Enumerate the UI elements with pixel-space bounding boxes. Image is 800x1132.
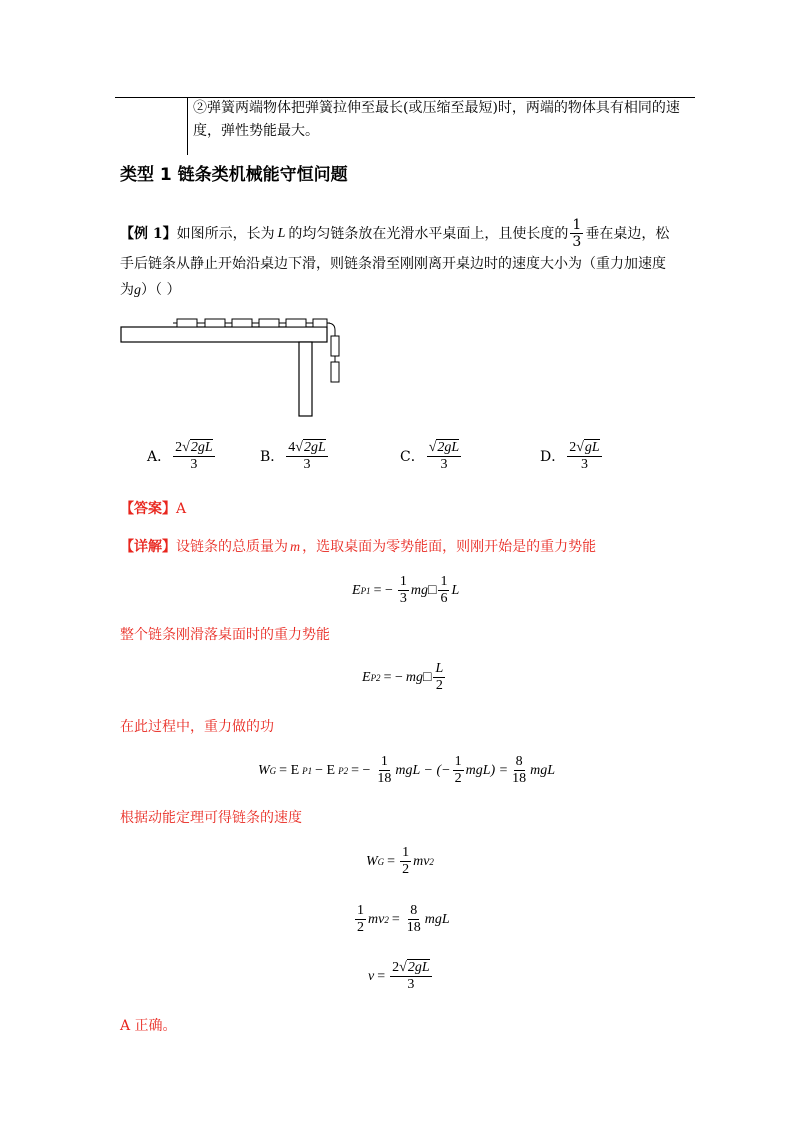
equation-2: E P2 = − mg □ $\frac{L}{2}$ [362,661,444,693]
answer [120,499,186,519]
var-m: m [290,540,301,555]
explanation-intro: 【详解】设链条的总质量为 m ，选取桌面为零势能面，则刚开始是的重力势能 [120,539,597,555]
example-label: 【例 1】 [120,225,177,242]
table-top [121,327,327,342]
equation-4: W G = $\frac{1}{2}$ mv 2 [366,845,434,877]
example-line1 [120,217,669,250]
equation-3: W G = E P1 − E P2 = − $\frac{1}{18}$ mgL − (− $\frac{1}{2}$ mgL) = $\frac{8}{18}$ mgL [258,754,555,786]
table-left-border [187,97,188,155]
example-text-1c: 垂在桌边，松 [585,225,670,242]
equation-5: $\frac{1}{2}$ mv 2 = $\frac{8}{18}$ mgL [357,903,450,935]
equation-1: E P1 = − $\frac{1}{3}$ mg □ $\frac{1}{6}$ L [352,574,460,606]
var-g: g [134,283,141,298]
equation-6: v = $\frac{2√2gL}{3}$ [368,960,430,992]
fraction-one-third: $\frac{1}{3}$ [572,217,582,250]
var-L: L [277,225,286,241]
explanation-text-3: 在此过程中，重力做的功 [120,719,274,735]
chain-table-diagram [115,312,355,420]
table-text-line2: 度，弹性势能最大。 [193,123,319,139]
option-c: C． $\frac{√2gL}{3}$ [400,440,460,472]
chain-links-vertical [331,330,339,382]
section-heading: 类型 1 链条类机械能守恒问题 [120,165,348,185]
option-d: D． $\frac{2√gL}{3}$ [540,440,600,472]
example-line3: 为g）（ ） [120,282,181,298]
example-text-1a: 如图所示，长为 [176,225,275,242]
example-text-1b: 的均匀链条放在光滑水平桌面上，且使长度的 [288,225,569,242]
option-b: B． $\frac{4√2gL}{3}$ [260,440,326,472]
explanation-text-4: 根据动能定理可得链条的速度 [120,810,302,826]
answer-value: A [176,501,187,517]
conclusion: A 正确。 [120,1018,177,1034]
answer-label: 【答案】 [120,501,176,517]
explanation-text-2: 整个链条刚滑落桌面时的重力势能 [120,627,330,643]
table-text-line1: ②弹簧两端物体把弹簧拉伸至最长(或压缩至最短)时，两端的物体具有相同的速 [193,100,680,116]
explanation-label: 【详解】 [120,539,176,555]
table-leg [299,342,312,416]
example-line2: 手后链条从静止开始沿桌边下滑，则链条滑至刚刚离开桌边时的速度大小为（重力加速度 [120,256,666,272]
option-a: A． $\frac{2√2gL}{3}$ [147,440,213,472]
